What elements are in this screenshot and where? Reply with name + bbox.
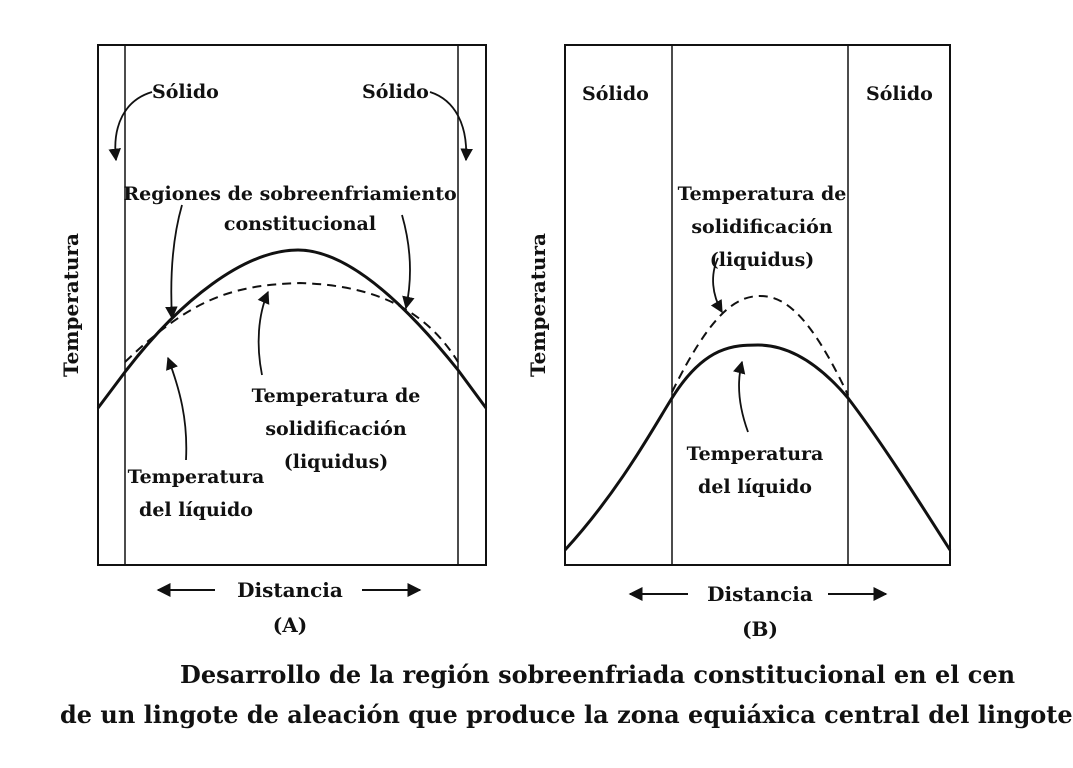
panel-b-liquidus-label-1: Temperatura de bbox=[677, 183, 847, 205]
caption-line-1: Desarrollo de la región sobreenfriada constitucional en el cen bbox=[180, 660, 1016, 689]
caption-line-2: de un lingote de aleación que produce la zona equiáxica central del lingote bbox=[60, 700, 1073, 729]
panel-a-liquidus-label-3: (liquidus) bbox=[283, 451, 389, 473]
panel-a-arrow-liquidus bbox=[259, 292, 268, 375]
panel-a-liquidus-label-1: Temperatura de bbox=[251, 385, 421, 407]
panel-b-solid-left-label: Sólido bbox=[582, 83, 649, 105]
panel-a-liquid-temp-label-2: del líquido bbox=[139, 499, 253, 521]
panel-a-liquidus-label-2: solidificación bbox=[265, 418, 407, 440]
figure-caption bbox=[60, 655, 1073, 735]
panel-b-solid-right-label: Sólido bbox=[866, 83, 933, 105]
panel-a-undercooling-label-1: Regiones de sobreenfriamiento bbox=[123, 183, 457, 205]
panel-a-arrow-solid-left bbox=[115, 92, 152, 160]
panel-a-solid-left-label: Sólido bbox=[152, 81, 219, 103]
panel-b-arrow-liquid-temp bbox=[739, 362, 748, 432]
panel-a-y-axis-label: Temperatura bbox=[59, 233, 83, 377]
panel-b-letter: (B) bbox=[742, 617, 778, 641]
panel-b bbox=[526, 45, 950, 641]
panel-a-letter: (A) bbox=[272, 613, 308, 637]
panel-b-y-axis-label: Temperatura bbox=[526, 233, 550, 377]
panel-a bbox=[59, 45, 486, 637]
panel-a-x-axis-label: Distancia bbox=[237, 578, 343, 602]
panel-b-liquid-temp-label-2: del líquido bbox=[698, 476, 812, 498]
panel-a-solid-right-label: Sólido bbox=[362, 81, 429, 103]
panel-b-liquid-temp-label-1: Temperatura bbox=[686, 443, 824, 465]
panel-a-arrow-undercooling-right bbox=[402, 215, 410, 308]
panel-a-liquid-temp-label-1: Temperatura bbox=[127, 466, 265, 488]
panel-a-arrow-undercooling-left bbox=[171, 205, 182, 318]
panel-b-liquidus-label-3: (liquidus) bbox=[709, 249, 815, 271]
panel-b-liquidus-label-2: solidificación bbox=[691, 216, 833, 238]
panel-a-arrow-solid-right bbox=[430, 92, 466, 160]
panel-a-undercooling-label-2: constitucional bbox=[223, 213, 377, 235]
panel-a-arrow-liquid-temp bbox=[168, 358, 186, 460]
panel-b-x-axis-label: Distancia bbox=[707, 582, 813, 606]
